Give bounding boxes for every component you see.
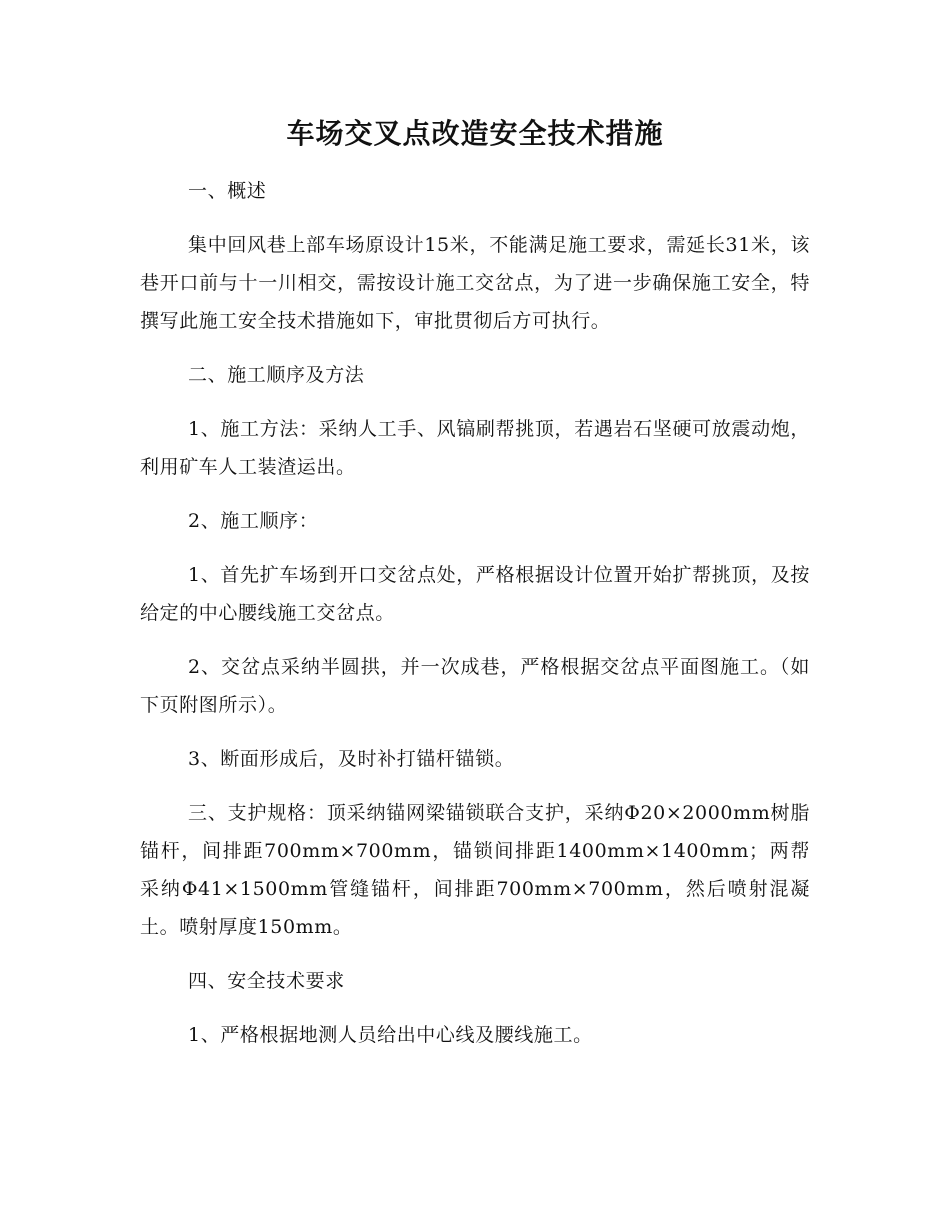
section-heading-safety: 四、安全技术要求 [188, 970, 345, 992]
paragraph-construction-method: 1、施工方法：采纳人工手、风镐刷帮挑顶，若遇岩石坚硬可放震动炮，利用矿车人工装渣运出。 [140, 418, 810, 478]
paragraph-overview: 集中回风巷上部车场原设计15米，不能满足施工要求，需延长31米，该巷开口前与十一川相交，需按设计施工交岔点，为了进一步确保施工安全，特撰写此施工安全技术措施如下，审批贯彻后方可执行。 [140, 234, 810, 332]
document-page [140, 110, 810, 1070]
paragraph-step-2: 2、交岔点采纳半圆拱，并一次成巷，严格根据交岔点平面图施工。（如下页附图所示）。 [140, 656, 810, 716]
section-heading-sequence-method: 二、施工顺序及方法 [188, 364, 365, 386]
paragraph-support-spec: 三、支护规格：顶采纳锚网梁锚锁联合支护，采纳Φ20×2000mm树脂锚杆，间排距700mm×700mm，锚锁间排距1400mm×1400mm；两帮采纳Φ41×1500mm管缝锚杆，间排距700mm×700mm，然后喷射混凝土。喷射厚度150mm。 [140, 802, 810, 938]
paragraph-construction-sequence: 2、施工顺序： [188, 510, 319, 532]
paragraph-step-1: 1、首先扩车场到开口交岔点处，严格根据设计位置开始扩帮挑顶，及按给定的中心腰线施工交岔点。 [140, 564, 810, 624]
document-title: 车场交叉点改造安全技术措施 [286, 117, 664, 150]
paragraph-step-3: 3、断面形成后，及时补打锚杆锚锁。 [188, 748, 515, 770]
section-heading-overview: 一、概述 [188, 180, 267, 202]
paragraph-safety-1: 1、严格根据地测人员给出中心线及腰线施工。 [188, 1024, 593, 1046]
